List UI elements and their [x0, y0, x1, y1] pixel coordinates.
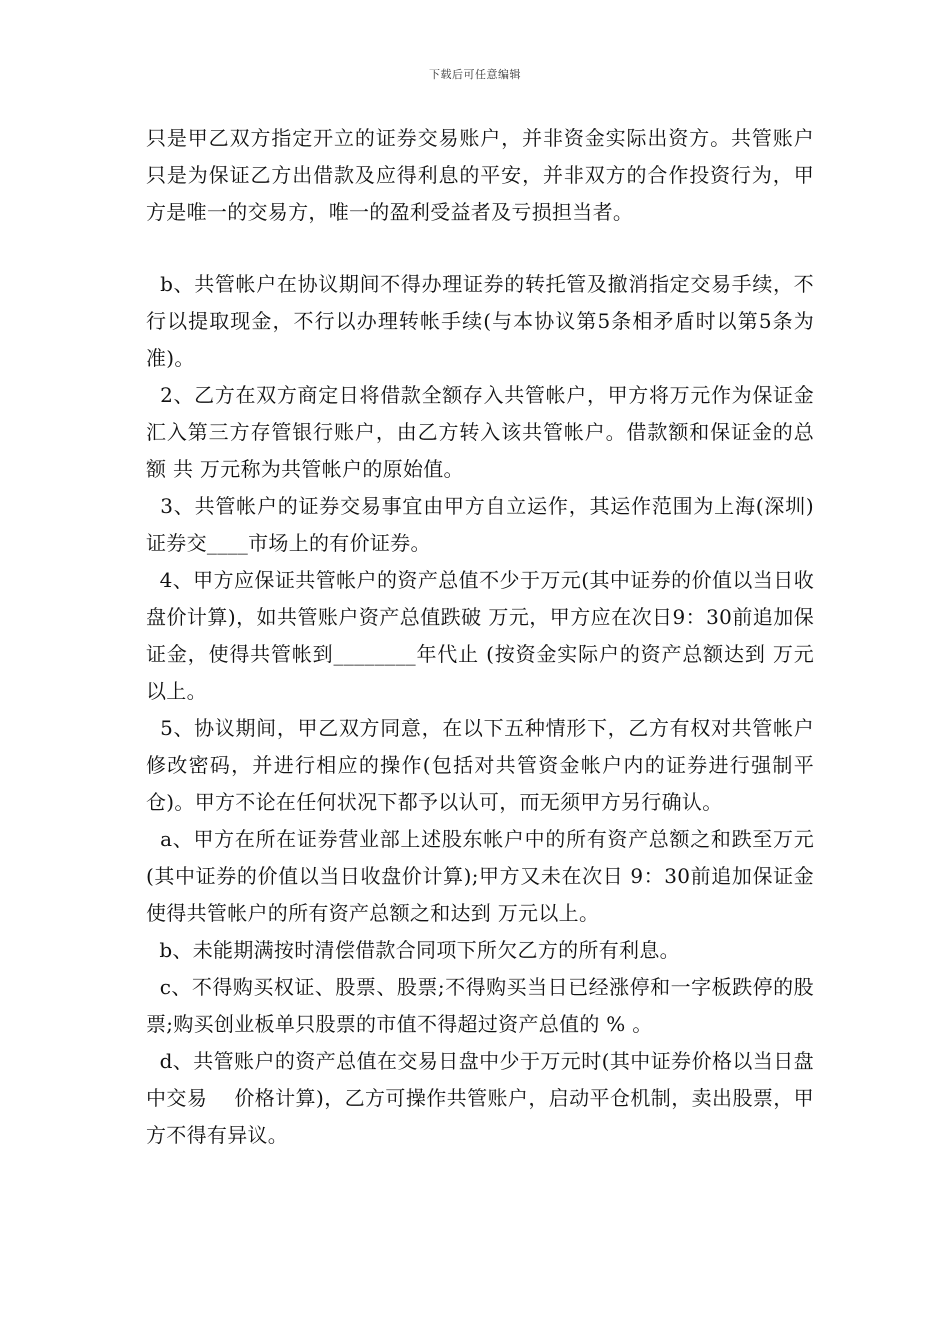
paragraph-a-assets: a、甲方在所在证券营业部上述股东帐户中的所有资产总额之和跌至万元(其中证券的价值以当日收盘价计算);甲方又未在次日 9：30前追加保证金使得共管帐户的所有资产总额之和达到 万元以上。 [146, 827, 814, 925]
paragraph-1: 只是甲乙双方指定开立的证券交易账户，并非资金实际出资方。共管账户只是为保证乙方出借款及应得利息的平安，并非双方的合作投资行为，甲方是唯一的交易方，唯一的盈利受益者及亏损担当者。 [146, 126, 814, 224]
paragraph-d-liquidation: d、共管账户的资产总值在交易日盘中少于万元时(其中证券价格以当日盘中交易 价格计算)，乙方可操作共管账户，启动平仓机制，卖出股票，甲方不得有异议。 [146, 1049, 814, 1147]
paragraph-3-trading: 3、共管帐户的证券交易事宜由甲方自立运作，其运作范围为上海(深圳)证券交____市场上的有价证券。 [146, 494, 814, 555]
page-header: 下载后可任意编辑 [429, 68, 521, 81]
paragraph-b-interest: b、未能期满按时清偿借款合同项下所欠乙方的所有利息。 [146, 938, 680, 962]
paragraph-b-custody: b、共管帐户在协议期间不得办理证券的转托管及撤消指定交易手续，不行以提取现金，不行以办理转帐手续(与本协议第5条相矛盾时以第5条为准)。 [146, 272, 814, 370]
paragraph-2-deposit: 2、乙方在双方商定日将借款全额存入共管帐户，甲方将万元作为保证金汇入第三方存管银行账户，由乙方转入该共管帐户。借款额和保证金的总额 共 万元称为共管帐户的原始值。 [146, 383, 814, 481]
paragraph-c-restrictions: c、不得购买权证、股票、股票;不得购买当日已经涨停和一字板跌停的股票;购买创业板单只股票的市值不得超过资产总值的 % 。 [146, 975, 814, 1036]
paragraph-4-asset-value: 4、甲方应保证共管帐户的资产总值不少于万元(其中证券的价值以当日收盘价计算)，如共管账户资产总值跌破 万元，甲方应在次日9：30前追加保证金，使得共管帐到________年代止 (按资金实际户的资产总额达到 万元以上。 [146, 568, 814, 703]
document-body [146, 120, 814, 1154]
paragraph-5-agreement-period: 5、协议期间，甲乙双方同意，在以下五种情形下，乙方有权对共管帐户修改密码，并进行相应的操作(包括对共管资金帐户内的证券进行强制平仓)。甲方不论在任何状况下都予以认可，而无须甲方另行确认。 [146, 716, 814, 814]
